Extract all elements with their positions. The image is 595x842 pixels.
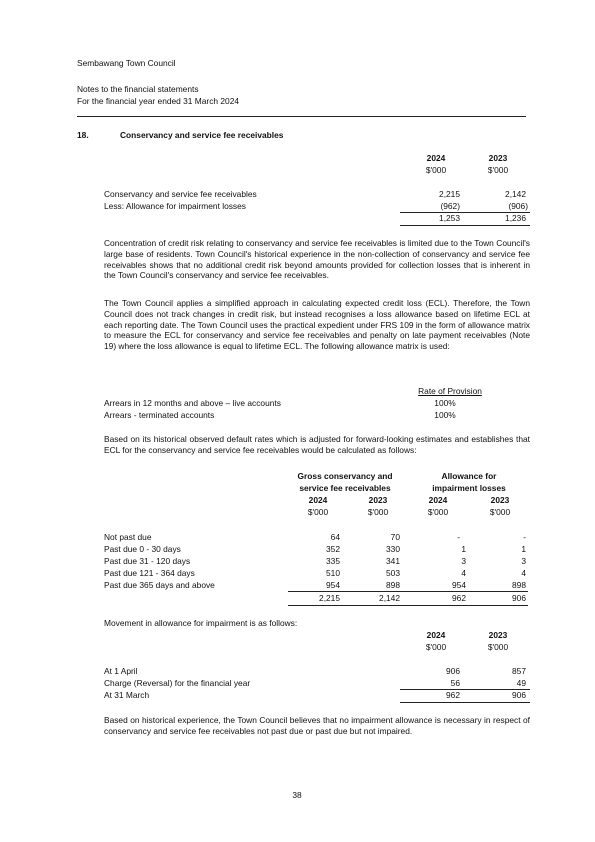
aging-total: 2,215 <box>319 593 340 603</box>
provision-row-label: Arrears - terminated accounts <box>104 410 215 420</box>
movement-year: 2024 <box>426 630 446 640</box>
aging-cell: 954 <box>326 580 340 590</box>
aging-cell: 954 <box>452 580 466 590</box>
aging-cell: 70 <box>390 532 400 542</box>
aging-cell: 1 <box>461 544 466 554</box>
paragraph-ecl-approach: The Town Council applies a simplified approach in calculating expected credit loss (ECL). Therefore, the Town Council does not track changes in credit risk, but instead recognises a loss allowance based on lifetime ECL at each reporting date. The Town Council uses the practical expedient under FRS 109 in the form of allowance matrix to measure the ECL for conservancy and service fee receivables and penalty on late payment receivables (Note 19) where the loss allowance is equal to lifetime ECL. The following allowance matrix is used: <box>104 298 530 352</box>
movement-row-label: At 1 April <box>104 666 138 676</box>
section-number: 18. <box>77 130 89 140</box>
movement-row-label: Charge (Reversal) for the financial year <box>104 678 251 688</box>
document-period: For the financial year ended 31 March 2024 <box>77 96 240 106</box>
summary-row-value: (962) <box>440 201 460 211</box>
movement-unit: $'000 <box>425 642 447 652</box>
summary-row-value: 2,142 <box>505 189 526 199</box>
movement-total-rule <box>400 702 530 703</box>
aging-group-allowance: impairment losses <box>432 483 506 493</box>
aging-cell: - <box>457 532 460 542</box>
aging-row-label: Past due 31 - 120 days <box>104 556 191 566</box>
aging-cell: 3 <box>521 556 526 566</box>
paragraph-credit-risk: Concentration of credit risk relating to conservancy and service fee receivables is limited due to the Town Council's large base of residents. Town Council's historical experience in the non-collection of conservancy and service fee receivables shows that no additional credit risk beyond amounts provided for collection losses that is inherent in the Town Council's conservancy and service fee receivables. <box>104 238 530 281</box>
movement-cell: 906 <box>446 666 460 676</box>
aging-row-label: Past due 0 - 30 days <box>104 544 181 554</box>
summary-total-value: 1,236 <box>505 213 526 223</box>
summary-total-value: 1,253 <box>439 213 460 223</box>
aging-cell: 3 <box>461 556 466 566</box>
movement-cell: 56 <box>450 678 460 688</box>
aging-unit: $'000 <box>489 507 511 517</box>
organisation-name: Sembawang Town Council <box>77 58 176 68</box>
aging-total: 906 <box>512 593 526 603</box>
aging-cell: 4 <box>521 568 526 578</box>
aging-cell: 64 <box>330 532 340 542</box>
aging-cell: 330 <box>386 544 400 554</box>
aging-total: 2,142 <box>379 593 400 603</box>
provision-row-label: Arrears in 12 months and above – live accounts <box>104 398 281 408</box>
aging-row-label: Past due 365 days and above <box>104 580 215 590</box>
aging-group-gross: Gross conservancy and <box>297 471 393 481</box>
summary-year-2023: 2023 <box>488 153 508 163</box>
aging-cell: 4 <box>461 568 466 578</box>
movement-unit: $'000 <box>487 642 509 652</box>
aging-row-label: Not past due <box>104 532 152 542</box>
aging-cell: 510 <box>326 568 340 578</box>
aging-year: 2024 <box>428 495 448 505</box>
provision-row-rate: 100% <box>434 410 456 420</box>
aging-group-gross: service fee receivables <box>299 483 391 493</box>
aging-cell: 1 <box>521 544 526 554</box>
aging-unit: $'000 <box>307 507 329 517</box>
summary-row-value: (906) <box>508 201 528 211</box>
summary-unit-2023: $'000 <box>487 165 509 175</box>
aging-unit: $'000 <box>427 507 449 517</box>
aging-cell: 898 <box>512 580 526 590</box>
movement-cell: 906 <box>512 690 526 700</box>
aging-subtotal-rule <box>288 591 528 592</box>
summary-total-rule <box>400 225 530 226</box>
movement-cell: 962 <box>446 690 460 700</box>
aging-unit: $'000 <box>367 507 389 517</box>
movement-intro: Movement in allowance for impairment is as follows: <box>104 618 298 628</box>
movement-cell: 857 <box>512 666 526 676</box>
summary-row-value: 2,215 <box>439 189 460 199</box>
movement-year: 2023 <box>488 630 508 640</box>
document-title: Notes to the financial statements <box>77 84 199 94</box>
aging-cell: 352 <box>326 544 340 554</box>
summary-unit-2024: $'000 <box>425 165 447 175</box>
summary-row-label: Conservancy and service fee receivables <box>104 189 257 199</box>
aging-total-rule <box>288 605 528 606</box>
summary-row-label: Less: Allowance for impairment losses <box>104 201 246 211</box>
aging-cell: 503 <box>386 568 400 578</box>
paragraph-default-rates: Based on its historical observed default rates which is adjusted for forward-looking estimates and establishes that ECL for the conservancy and service fee receivables would be calculated as follows: <box>104 434 530 455</box>
aging-total: 962 <box>452 593 466 603</box>
aging-year: 2023 <box>368 495 388 505</box>
provision-header: Rate of Provision <box>418 386 482 396</box>
aging-cell: 335 <box>326 556 340 566</box>
aging-group-allowance: Allowance for <box>441 471 497 481</box>
summary-year-2024: 2024 <box>426 153 446 163</box>
aging-cell: 898 <box>386 580 400 590</box>
header-divider <box>77 116 526 117</box>
aging-cell: - <box>523 532 526 542</box>
provision-row-rate: 100% <box>434 398 456 408</box>
section-title: Conservancy and service fee receivables <box>120 130 284 140</box>
aging-row-label: Past due 121 - 364 days <box>104 568 195 578</box>
movement-row-label: At 31 March <box>104 690 150 700</box>
movement-cell: 49 <box>516 678 526 688</box>
aging-cell: 341 <box>386 556 400 566</box>
aging-year: 2023 <box>490 495 510 505</box>
page-number: 38 <box>292 790 302 800</box>
paragraph-conclusion: Based on historical experience, the Town Council believes that no impairment allowance is necessary in respect of conservancy and service fee receivables not past due or past due but not impaired. <box>104 715 530 736</box>
aging-year: 2024 <box>308 495 328 505</box>
